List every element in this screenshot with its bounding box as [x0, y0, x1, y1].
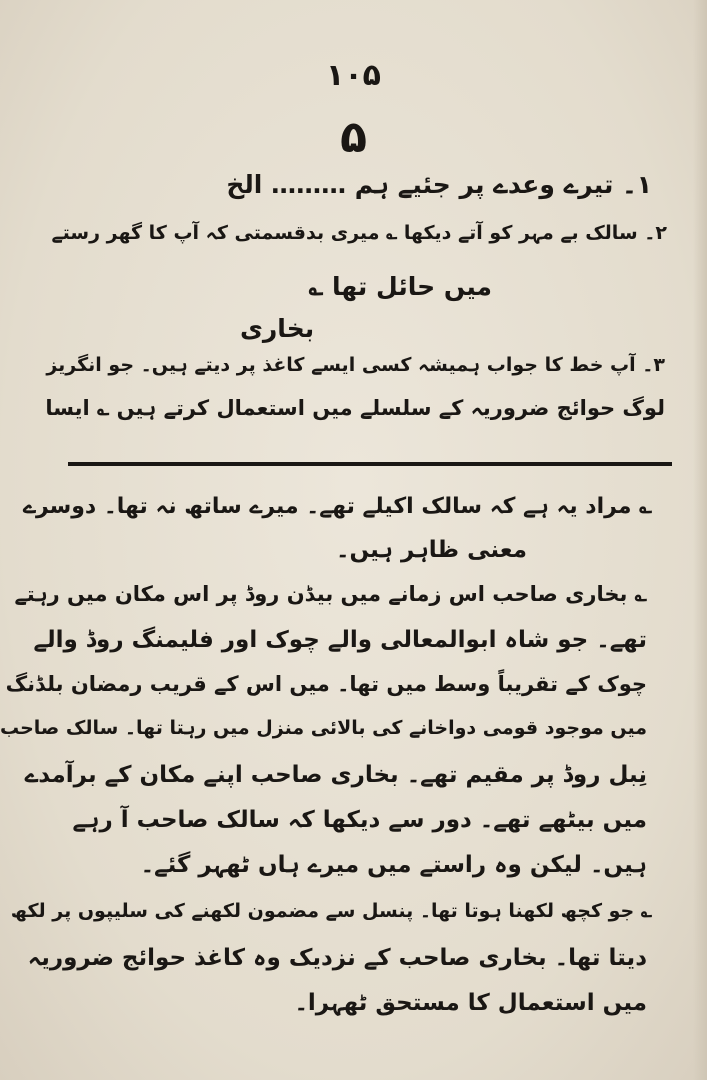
footnote-2-line-1: ؎ بخاری صاحب اس زمانے میں بیڈن روڈ پر اس مکان میں رہتے [14, 582, 647, 606]
footnote-2-line-3: چوک کے تقریباً وسط میں تھا۔ میں اس کے قریب رمضان بلڈنگ [5, 672, 647, 696]
signature-bukhari: بخاری [240, 314, 315, 343]
footnote-1-line-1: ؎ مراد یہ ہے کہ سالک اکیلے تھے۔ میرے ساتھ نہ تھا۔ دوسرے [23, 494, 652, 519]
verse-line-3a: ۳۔ آپ خط کا جواب ہمیشہ کسی ایسے کاغذ پر دیتے ہیں۔ جو انگریز [46, 354, 665, 376]
footnote-2-line-4: میں موجود قومی دواخانے کی بالائی منزل میں رہتا تھا۔ سالک صاحب [0, 717, 647, 739]
footnote-2-line-6: میں بیٹھے تھے۔ دور سے دیکھا کہ سالک صاحب آ رہے [72, 807, 647, 833]
verse-line-3b: لوگ حوائج ضروریہ کے سلسلے میں استعمال کرتے ہیں ؎ ایسا [45, 396, 665, 420]
footnote-3-line-2: دیتا تھا۔ بخاری صاحب کے نزدیک وہ کاغذ حوائج ضروریہ [27, 945, 647, 971]
page-number: ۱۰۵ [326, 58, 381, 93]
chapter-number: ۵ [340, 112, 367, 163]
footnote-separator [68, 462, 672, 466]
verse-line-2a: ۲۔ سالک بے مہر کو آتے دیکھا ؎ میری بدقسمتی کہ آپ کا گھر رستے [51, 222, 667, 244]
footnote-3-line-3: میں استعمال کا مستحق ٹھہرا۔ [294, 990, 647, 1016]
verse-line-1: ۱۔ تیرے وعدے پر جئیے ہم ……… الخ [226, 170, 652, 199]
footnote-1-line-2: معنی ظاہر ہیں۔ [335, 537, 527, 563]
footnote-3-line-1: ؎ جو کچھ لکھنا ہوتا تھا۔ پنسل سے مضمون لکھنے کی سلیپوں پر لکھ [10, 900, 652, 922]
footnote-2-line-7: ہیں۔ لیکن وہ راستے میں میرے ہاں ٹھہر گئے۔ [140, 852, 647, 878]
footnote-2-line-2: تھے۔ جو شاہ ابوالمعالی والے چوک اور فلیمنگ روڈ والے [33, 627, 647, 653]
verse-line-2b: میں حائل تھا ؎ [308, 272, 492, 301]
footnote-2-line-5: نِبل روڈ پر مقیم تھے۔ بخاری صاحب اپنے مکان کے برآمدے [24, 762, 647, 788]
